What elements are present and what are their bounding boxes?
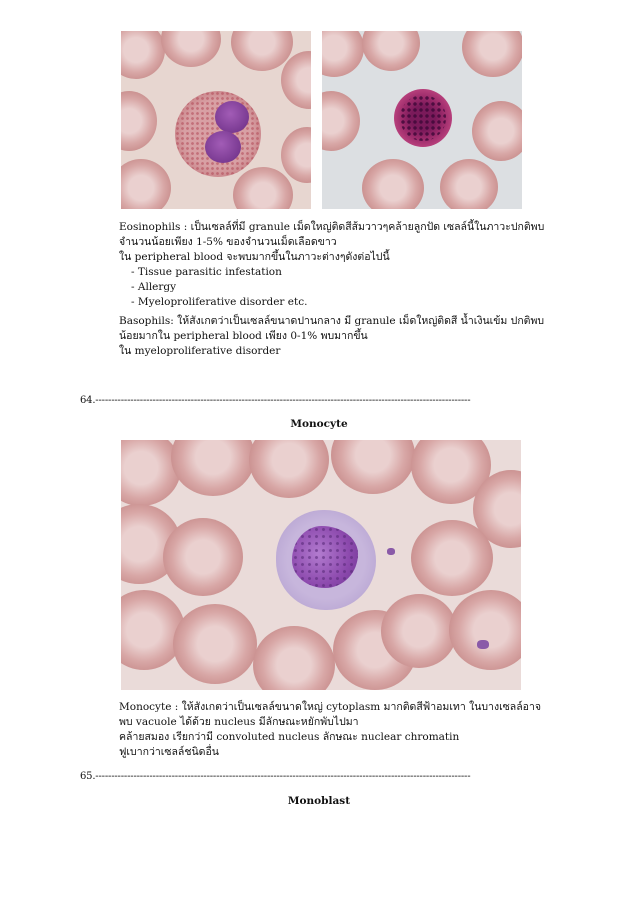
eosinophil-bullet-3: - Myeloproliferative disorder etc. xyxy=(131,296,308,308)
eosinophil-micrograph xyxy=(121,31,311,209)
basophil-line-1: Basophils: ให้สังเกตว่าเป็นเซลล์ขนาดปานกลาง มี granule เม็ดใหญ่ติดสี น้ำเงินเข้ม ปกติพบ xyxy=(119,315,545,327)
basophil-line-3: ใน myeloproliferative disorder xyxy=(119,345,281,357)
item-65-divider: 65.---------------------------------------------------------------------------------------------------------------------- xyxy=(80,771,471,782)
eosinophil-line-2: จำนวนน้อยเพียง 1-5% ของจำนวนเม็ดเลือดขาว xyxy=(119,236,337,248)
eosinophil-bullet-2: - Allergy xyxy=(131,281,177,293)
item-64-divider: 64.---------------------------------------------------------------------------------------------------------------------- xyxy=(80,395,471,406)
monocyte-line-1: Monocyte : ให้สังเกตว่าเป็นเซลล์ขนาดใหญ่ cytoplasm มากติดสีฟ้าอมเทา ในบางเซลล์อาจ xyxy=(119,701,542,713)
monocyte-micrograph xyxy=(121,440,521,690)
eosinophil-bullet-1: - Tissue parasitic infestation xyxy=(131,266,282,278)
monocyte-line-2: พบ vacuole ได้ด้วย nucleus มีลักษณะหยักพับไปมา xyxy=(119,716,359,728)
basophil-description xyxy=(119,314,544,359)
monocyte-line-3: คล้ายสมอง เรียกว่ามี convoluted nucleus ลักษณะ nuclear chromatin xyxy=(119,731,460,743)
monocyte-heading: Monocyte xyxy=(290,418,348,430)
monoblast-heading: Monoblast xyxy=(287,795,351,807)
monocyte-description xyxy=(119,700,541,760)
eosinophil-line-3: ใน peripheral blood จะพบมากขึ้นในภาวะต่างๆดังต่อไปนี้ xyxy=(119,251,390,263)
basophil-micrograph xyxy=(322,31,522,209)
monocyte-line-4: ฟูเบากว่าเซลล์ชนิดอื่น xyxy=(119,746,219,758)
eosinophil-description xyxy=(119,220,544,310)
basophil-line-2: น้อยมากใน peripheral blood เพียง 0-1% พบมากขึ้น xyxy=(119,330,368,342)
eosinophil-line-1: Eosinophils : เป็นเซลล์ที่มี granule เม็ดใหญ่ติดสีส้มวาวๆคล้ายลูกปัด เซลล์นี้ในภาวะปกติพบ xyxy=(119,221,545,233)
